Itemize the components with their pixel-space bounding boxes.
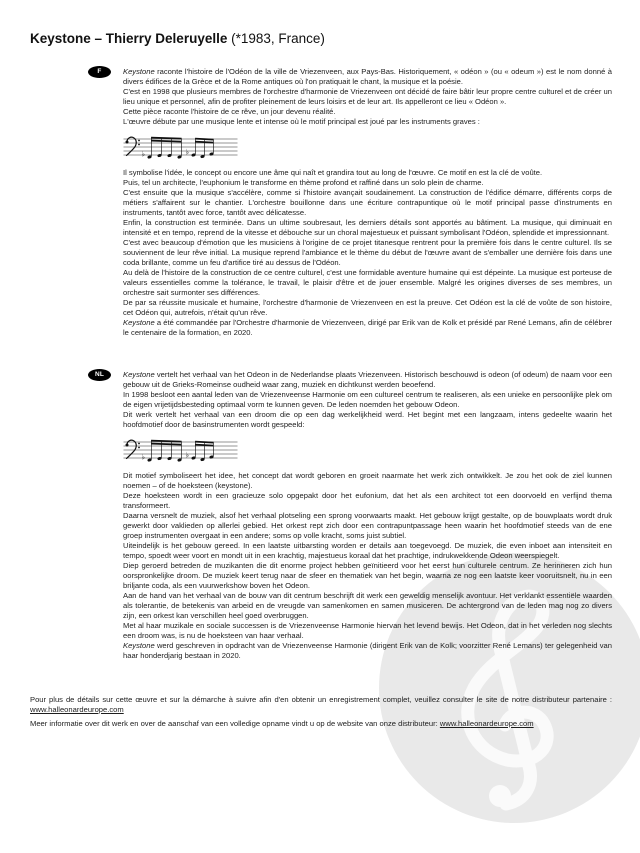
language-badge-nl: NL xyxy=(88,369,111,381)
paragraph: In 1998 besloot een aantal leden van de Vriezenveense Harmonie om een cultureel centrum te realiseren, als een unieke en persoonlijke plek om de eigen vrijetijdsbesteding optimaal vorm te kunnen geven. De leden noemden het gebouw Odeon. xyxy=(123,390,612,409)
paragraph: Deze hoeksteen wordt in een gracieuze solo opgepakt door het eufonium, dat het als een architect tot een doorvoeld en verfijnd thema transformeert. xyxy=(123,491,612,510)
footer-note-nl: Meer informatie over dit werk en over de aanschaf van een volledige opname vindt u op de website van onze distributeur: www.halleonardeurope.com xyxy=(30,719,534,728)
work-title-italic: Keystone xyxy=(123,67,155,76)
paragraph: C'est avec beaucoup d'émotion que les musiciens à l'origine de ce projet titanesque rentrent pour la première fois dans le centre culturel. Ils se souviennent de leur rêve initial. La musique reprend l'ambiance et le thème du début de l'œuvre avant de s'emballer une dernière fois dans une coda brillante, comme un feu d'artifice tiré au dessus de l'Odéon. xyxy=(123,238,612,267)
work-title: Keystone – Thierry Deleruyelle xyxy=(30,31,228,46)
distributor-link-nl[interactable]: www.halleonardeurope.com xyxy=(439,719,534,728)
paragraph: Puis, tel un architecte, l'euphonium le transforme en thème profond et raffiné dans un solo plein de charme. xyxy=(123,178,484,187)
paragraph: Enfin, la construction est terminée. Dans un ultime soubresaut, les derniers détails sont apportés au bâtiment. La musique, qui diminuait en intensité et en tempo, reprend de la vitesse et débouche sur un choral majestueux et puissant symbolisant l'Odéon, splendide et impressionnant. xyxy=(123,218,612,237)
paragraph: Il symbolise l'idée, le concept ou encore une âme qui naît et grandira tout au long de l'œuvre. Ce motif en est la clé de voûte. xyxy=(123,168,543,177)
footer xyxy=(30,695,612,729)
paragraph: C'est ensuite que la musique s'accélère, comme si l'histoire avançait soudainement. La construction de l'édifice démarre, différents corps de métiers s'affairent sur le chantier. L'orchestre bouillonne dans une écriture contrapuntique où le motif principal passe d'instruments en instruments, tantôt avec force, tantôt avec délicatesse. xyxy=(123,188,612,217)
paragraph: Au delà de l'histoire de la construction de ce centre culturel, c'est une formidable aventure humaine qui est dépeinte. La musique est porteuse de valeurs essentielles comme la tolérance, le travail, le plaisir d'être et de jouer ensemble. Malgré les origines diverses de ses membres, un orchestre sait surmonter ses différences. xyxy=(123,268,612,297)
paragraph: L'œuvre débute par une musique lente et intense où le motif principal est joué par les instruments graves : xyxy=(123,117,480,126)
paragraph: Daarna versnelt de muziek, alsof het verhaal plotseling een sprong voorwaarts maakt. Het gebouw krijgt gestalte, op de bouwplaats wordt druk gewerkt door vaklieden op allerlei gebied. Het orkest rept zich door een contrapuntpassage heen waarin het hoofdmotief steeds van de ene groep instrumenten overgaat in een andere; soms op volle kracht, soms juist subtiel. xyxy=(123,511,612,540)
footer-note-fr: Pour plus de détails sur cette œuvre et sur la démarche à suivre afin d'en obtenir un enregistrement complet, veuillez consulter le site de notre distributeur partenaire : www.halleonardeurope.com xyxy=(30,695,612,714)
paragraph: Met al haar muzikale en sociale successen is de Vriezenveense Harmonie hiervan het levend bewijs. Het Odeon, dat in het verleden nog slechts een droom was, is nu de hoeksteen van haar verhaal. xyxy=(123,621,612,640)
paragraph: Keystone werd geschreven in opdracht van de Vriezenveense Harmonie (dirigent Erik van de Kolk; voorzitter René Lemans) ter gelegenheid van haar honderdjarig bestaan in 2020. xyxy=(123,641,612,660)
distributor-link-fr[interactable]: www.halleonardeurope.com xyxy=(30,705,124,714)
paragraph: Aan de hand van het verhaal van de bouw van dit centrum beschrijft dit werk een geweldig menselijk avontuur. Het verklankt essentiële waarden als tolerantie, de betekenis van arbeid en de vreugde van samenkomen en samen musiceren. De achtergrond van de leden mag nog zo divers zijn, een orkest kan verschillen heel goed overbruggen. xyxy=(123,591,612,620)
paragraph: Diep geroerd betreden de muzikanten die dit enorme project hebben geïnitieerd voor het eerst hun culturele centrum. Ze herinneren zich hun oorspronkelijke droom. De muziek keert terug naar de sfeer en thematiek van het begin, waarna ze nog een laatste keer vooruitsnelt, nu in een briljante coda, als een vuurwerkshow boven het Odeon. xyxy=(123,561,612,590)
bass-clef-motif-icon xyxy=(123,437,239,465)
section-dutch xyxy=(94,370,612,661)
language-badge-fr: F xyxy=(88,66,111,78)
paragraph: Keystone vertelt het verhaal van het Odeon in de Nederlandse plaats Vriezenveen. Historisch beschouwd is odeon (of odeum) de naam voor een gebouw uit de Grieks-Romeinse oudheid waar zang, muziek en dichtkunst werden beoefend. xyxy=(123,370,612,389)
paragraph: Dit werk vertelt het verhaal van een droom die op een dag werkelijkheid werd. Het begint met een langzaam, intens gedeelte waarin het hoofdmotief door de basinstrumenten wordt gespeeld: xyxy=(123,410,612,429)
work-title-italic: Keystone xyxy=(123,318,155,327)
page-title xyxy=(30,30,612,47)
paragraph: Keystone a été commandée par l'Orchestre d'harmonie de Vriezenveen, dirigé par Erik van de Kolk et présidé par René Lemans, afin de célébrer le centenaire de la formation, en 2020. xyxy=(123,318,612,337)
paragraph: Dit motief symboliseert het idee, het concept dat wordt geboren en groeit naarmate het werk zich ontwikkelt. Je zou het ook de ziel kunnen noemen – of de hoeksteen (keystone). xyxy=(123,471,612,490)
bass-clef-motif-icon xyxy=(123,134,239,162)
paragraph: C'est en 1998 que plusieurs membres de l'orchestre d'harmonie de Vriezenveen ont décidé de faire bâtir leur propre centre culturel et de créer un lieu unique et personnel, afin de profiter pleinement de leurs loisirs et de leur art. Ils appelleront ce lieu « Odéon ». xyxy=(123,87,612,106)
paragraph: Cette pièce raconte l'histoire de ce rêve, un jour devenu réalité. xyxy=(123,107,336,116)
section-french xyxy=(97,67,612,338)
composer-years: (*1983, France) xyxy=(227,31,325,46)
paragraph: Uiteindelijk is het gebouw gereed. In een laatste uitbarsting worden er details aan toegevoegd. De muziek, die even inboet aan intensiteit en tempo, spoedt weer voort en mondt uit in een krachtig, majestueus koraal dat het prachtige, indrukwekkende Odeon weerspiegelt. xyxy=(123,541,612,560)
paragraph: Keystone raconte l'histoire de l'Odéon de la ville de Vriezenveen, aux Pays-Bas. Historiquement, « odéon » (ou « odeum ») est le nom donné à divers édifices de la Grèce et de la Rome antiques où l'on pratiquait le chant, la musique et la poésie. xyxy=(123,67,612,86)
paragraph: De par sa réussite musicale et humaine, l'orchestre d'harmonie de Vriezenveen en est la preuve. Cet Odéon est la clé de voûte de son histoire, cet Odéon qui, autrefois, n'était qu'un rêve. xyxy=(123,298,612,317)
work-title-italic: Keystone xyxy=(123,370,155,379)
work-title-italic: Keystone xyxy=(123,641,155,650)
